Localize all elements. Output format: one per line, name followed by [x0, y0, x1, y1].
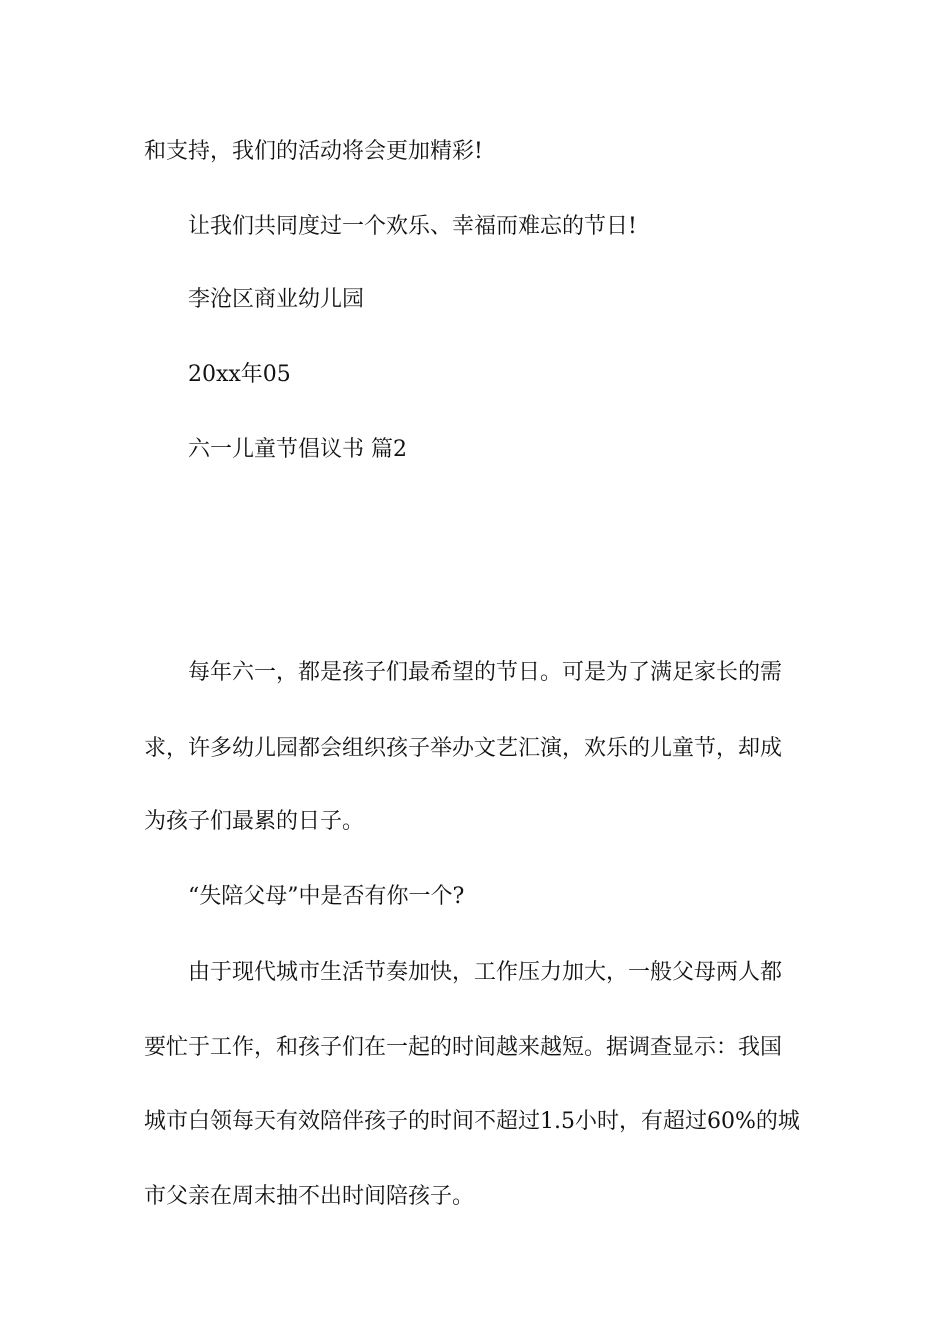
- paragraph-line: 每年六一，都是孩子们最希望的节日。可是为了满足家长的需: [188, 660, 783, 685]
- paragraph-line: 城市白领每天有效陪伴孩子的时间不超过1.5小时，有超过60%的城: [144, 1109, 800, 1134]
- paragraph-line: 市父亲在周末抽不出时间陪孩子。: [144, 1184, 475, 1209]
- subheading-line: “失陪父母”中是否有你一个?: [188, 884, 465, 909]
- text-line: 李沧区商业幼儿园: [188, 287, 365, 312]
- paragraph-line: 要忙于工作，和孩子们在一起的时间越来越短。据调查显示：我国: [144, 1035, 783, 1060]
- text-line: 和支持，我们的活动将会更加精彩!: [144, 139, 483, 164]
- section-heading: 六一儿童节倡议书 篇2: [188, 437, 407, 462]
- text-line: 让我们共同度过一个欢乐、幸福而难忘的节日!: [188, 214, 637, 239]
- paragraph-line: 由于现代城市生活节奏加快，工作压力加大，一般父母两人都: [188, 960, 783, 985]
- paragraph-line: 求，许多幼儿园都会组织孩子举办文艺汇演，欢乐的儿童节，却成: [144, 736, 783, 761]
- paragraph-line: 为孩子们最累的日子。: [144, 809, 365, 834]
- text-line: 20xx年05: [188, 362, 291, 387]
